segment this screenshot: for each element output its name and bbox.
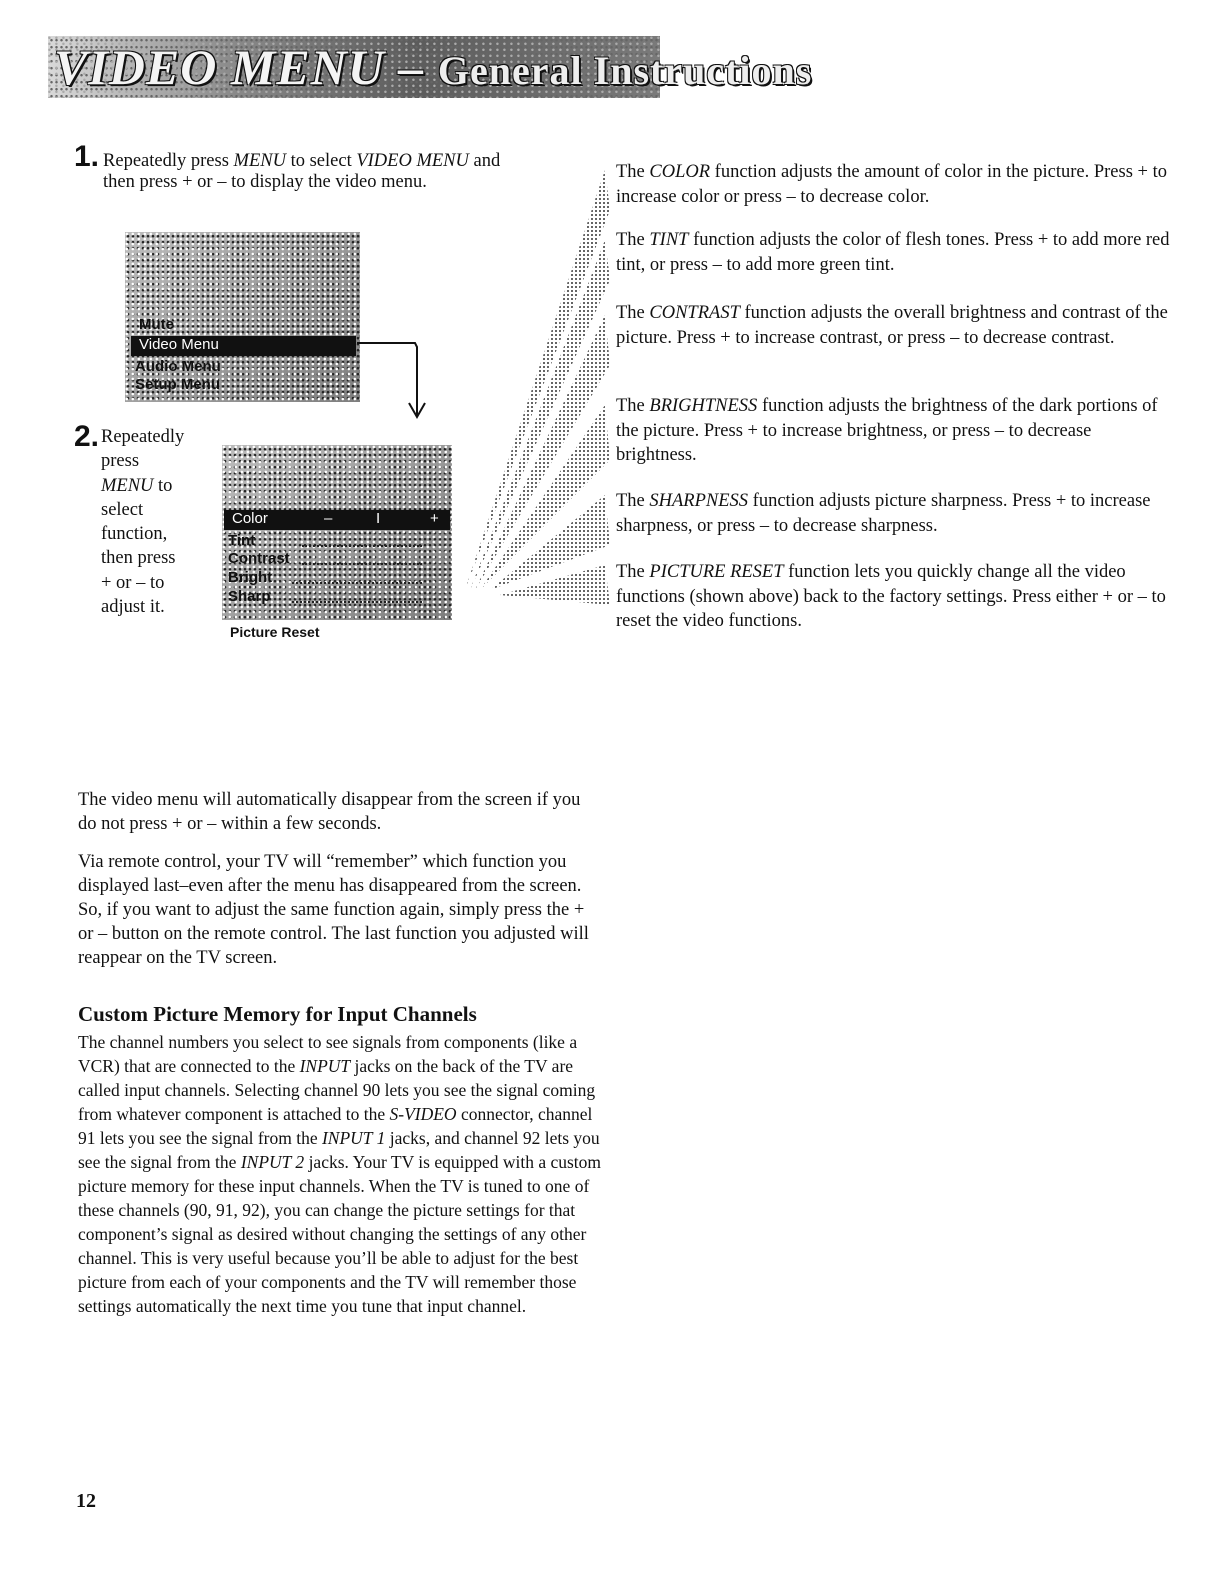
note-auto-disappear: The video menu will automatically disappear from the screen if you do not press + or – within a few seconds. <box>78 790 581 834</box>
note-remember-function: Via remote control, your TV will “remember” which function you displayed last–even after the menu has disappeared from the screen. So, if you want to adjust the same function again, simply press the + or – button on the remote control. The last function you adjusted will reappear on the TV screen. <box>78 852 589 968</box>
step1-line2: then press + or – to display the video menu. <box>103 172 427 192</box>
color-function-desc: The COLOR function adjusts the amount of color in the picture. Press + to increase color or press – to decrease color. <box>616 162 1167 207</box>
tv-video-menu-screen <box>222 445 452 620</box>
step2-line: press <box>101 451 140 472</box>
tint-function-desc: The TINT function adjusts the color of flesh tones. Press + to add more red tint, or press – to add more green tint. <box>616 230 1170 275</box>
step2-line: function, <box>101 524 168 545</box>
menu-item-bright: Bright <box>228 569 273 586</box>
menu-item-tint: Tint <box>228 532 256 549</box>
step2-number: 2. <box>74 420 100 453</box>
menu-item-mute: Mute <box>139 316 174 333</box>
tint-slider <box>302 545 422 547</box>
custom-memory-heading: Custom Picture Memory for Input Channels <box>78 1002 477 1026</box>
menu-item-video-menu: Video Menu <box>131 336 356 356</box>
custom-memory-body: The channel numbers you select to see signals from components (like a VCR) that are connected to the INPUT jacks on the back of the TV are called input channels. Selecting channel 90 lets you see the signal coming from whatever component is attached to the S-VIDEO connector, channel 91 lets you see the signal from the INPUT 1 jacks, and channel 92 lets you see the signal from the INPUT 2 jacks. Your TV is equipped with a custom picture memory for these input channels. When the TV is tuned to one of these channels (90, 91, 92), you can change the picture settings for that component’s signal as desired without changing the settings of any other channel. This is very useful because you’ll be able to adjust for the best picture from each of your components and the TV will remember those settings automatically the next time you tune that input channel. <box>78 1032 602 1316</box>
menu-item-contrast: Contrast <box>228 550 290 567</box>
sharp-slider <box>292 601 422 603</box>
contrast-slider <box>302 563 422 565</box>
brightness-function-desc: The BRIGHTNESS function adjusts the brightness of the dark portions of the picture. Press + to increase brightness, or press – to decrease brightness. <box>616 396 1158 465</box>
header-banner <box>48 36 813 98</box>
step1 <box>74 140 500 174</box>
step2-line: select <box>101 499 144 520</box>
step2-line: MENU to <box>101 475 173 496</box>
bright-slider <box>292 582 422 584</box>
title-video-menu: VIDEO MENU <box>54 39 385 95</box>
step2-line: adjust it. <box>101 597 165 618</box>
title-separator: – <box>384 39 438 95</box>
step1-line1: Repeatedly press MENU to select VIDEO MENU and <box>103 151 501 171</box>
step2-text <box>101 425 184 619</box>
title-general-instructions: General Instructions <box>437 48 813 93</box>
sharpness-function-desc: The SHARPNESS function adjusts picture sharpness. Press + to increase sharpness, or press – to decrease sharpness. <box>616 491 1151 536</box>
menu-item-picture-reset: Picture Reset <box>230 624 320 640</box>
page-title <box>54 40 812 98</box>
tv-main-menu-screen <box>125 232 360 402</box>
contrast-function-desc: The CONTRAST function adjusts the overall brightness and contrast of the picture. Press + to increase contrast, or press – to decrease contrast. <box>616 303 1168 348</box>
step2-line: + or – to <box>101 572 165 593</box>
menu-item-color: Color – I + <box>224 510 450 530</box>
menu-item-audio-menu: Audio Menu <box>135 358 221 375</box>
step2-line: then press <box>101 548 176 569</box>
arrow-down-icon <box>355 335 445 425</box>
fan-rays-graphic <box>455 150 625 650</box>
menu-item-sharp: Sharp <box>228 588 271 605</box>
step1-number: 1. <box>74 140 100 173</box>
picture-reset-function-desc: The PICTURE RESET function lets you quickly change all the video functions (shown above) back to the factory settings. Press either + or – to reset the video functions. <box>616 562 1166 631</box>
page-number: 12 <box>76 1490 96 1512</box>
step2-line: Repeatedly <box>101 427 185 447</box>
menu-item-setup-menu: Setup Menu <box>135 376 220 393</box>
